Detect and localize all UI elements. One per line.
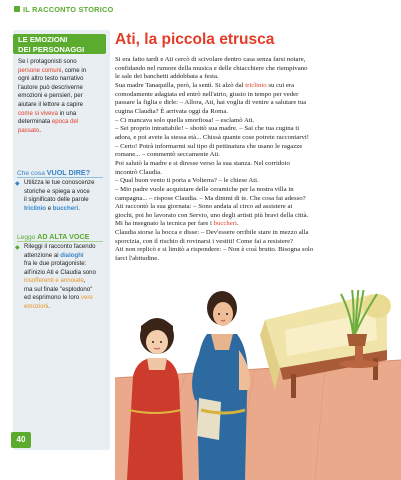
text-line <box>115 255 391 264</box>
sidebar-block2-rule <box>17 241 103 242</box>
text-line <box>115 246 391 255</box>
text-line <box>24 188 106 197</box>
text-line <box>18 84 106 93</box>
highlighted-word: buccheri <box>213 220 237 228</box>
text-line <box>115 91 391 100</box>
highlighted-word: passato <box>18 126 40 134</box>
text-run: Ati raccontò la sua giornata: – Sono andata al circo ad assistere ai <box>115 203 293 211</box>
text-run: – Certo! Potrà informarmi sul tipo di pettinatura che usano le ragazze <box>115 142 303 150</box>
girl-figure <box>127 318 183 480</box>
text-line <box>24 286 106 295</box>
text-line <box>18 75 106 84</box>
highlighted-word: triclinio <box>24 204 47 212</box>
text-run: Sua madre Tanaquilla, però, la sentì. Si alzò dal <box>115 81 246 89</box>
text-run: all'inizio Ati e Claudia sono <box>24 268 96 276</box>
text-run: fra le due protagoniste: <box>24 260 87 267</box>
text-run: confidando nel rumore della musica e delle chiacchiere che riempivano <box>115 64 308 72</box>
text-run: Ati non replicò e si limitò a rispondere: – Non è così brutto. Bisogna solo <box>115 246 314 254</box>
story-text <box>115 56 391 264</box>
text-line <box>24 196 106 205</box>
text-line <box>24 252 106 261</box>
text-run: adora, e poi avete la stessa età... Chissà quante cose potrete raccontarvi! <box>115 133 309 141</box>
sidebar-block2-title <box>17 232 89 241</box>
highlighted-word: buccheri <box>52 204 79 212</box>
text-run: incontrò Claudia. <box>115 168 162 176</box>
text-run: Mi ha insegnato la tecnica per fare i <box>115 220 214 228</box>
highlighted-word: dialoghi <box>60 251 84 259</box>
text-line <box>115 143 391 152</box>
highlighted-word: epoca del <box>51 118 79 126</box>
text-run: farci l'abitudine. <box>115 255 159 263</box>
text-run: in una <box>57 109 77 117</box>
text-line <box>115 177 391 186</box>
text-run: Poi salutò la madre e si diresse verso la sua stanza. Nel corridoio <box>115 159 290 167</box>
highlighted-word: insofferenti e annoiate <box>24 277 84 284</box>
text-line <box>24 269 106 278</box>
text-run: , come in <box>61 66 87 74</box>
text-run: determinata <box>18 118 52 126</box>
text-line <box>18 67 106 76</box>
text-run: su cui era <box>266 81 295 89</box>
text-run: cugina Claudia? È arrivata oggi da Roma. <box>115 107 229 115</box>
text-run: Se i protagonisti sono <box>18 58 77 65</box>
sidebar-title-line2: DEI PERSONAGGI <box>18 44 85 54</box>
block1-title-pre: Che cosa <box>17 170 47 177</box>
block1-title-bold: VUOL DIRE? <box>46 168 91 177</box>
text-run: l'autore può descriverne <box>18 83 83 91</box>
text-run: giochi, poi ho lavorato con Servio, uno degli artisti più bravi della città. <box>115 211 309 219</box>
text-line <box>115 56 391 65</box>
block1-arrow-icon: ◆ <box>15 181 20 187</box>
text-line <box>115 82 391 91</box>
text-run: romane... – commentò seccamente Ati. <box>115 151 220 159</box>
text-line <box>24 277 106 286</box>
section-label <box>14 5 113 14</box>
text-line <box>18 118 106 127</box>
text-run: il significato delle parole <box>24 196 89 203</box>
text-line <box>115 229 391 238</box>
text-line <box>115 186 391 195</box>
text-line <box>115 65 391 74</box>
block2-title-bold: AD ALTA VOCE <box>37 232 90 241</box>
text-run: e <box>46 204 53 212</box>
text-line <box>18 127 106 136</box>
sidebar-title <box>18 35 108 54</box>
highlighted-word: persone comuni <box>18 66 62 74</box>
text-run: emozioni e pensieri, per <box>18 92 83 100</box>
text-run: le sale dei banchetti addobbata a festa. <box>115 73 219 81</box>
text-line <box>115 134 391 143</box>
section-bullet-icon <box>14 6 20 12</box>
woman-figure <box>192 291 250 480</box>
text-line <box>24 294 106 303</box>
illustration <box>115 290 401 480</box>
block2-arrow-icon: ◆ <box>15 245 20 251</box>
text-run: ogni altro testo narrativo <box>18 75 84 83</box>
text-line <box>24 303 106 312</box>
text-line <box>115 195 391 204</box>
text-run: – Sei proprio intrattabile! – sbottò sua madre. – Sai che tua cugina ti <box>115 125 300 133</box>
text-run: Rileggi il racconto facendo <box>24 243 96 250</box>
text-run: storiche e spiega a voce <box>24 187 90 195</box>
story-title: Ati, la piccola etrusca <box>115 31 275 48</box>
sidebar-title-line1: LE EMOZIONI <box>18 35 68 44</box>
text-line <box>18 92 106 101</box>
text-line <box>115 73 391 82</box>
text-line <box>115 169 391 178</box>
text-run: Si era fatto tardi e Ati cercò di scivolare dentro casa senza farsi notare, <box>115 56 306 63</box>
text-line <box>115 212 391 221</box>
text-run: . <box>236 220 239 228</box>
text-run: . <box>78 204 80 212</box>
text-line <box>24 243 106 252</box>
text-line <box>24 260 106 269</box>
page-number: 40 <box>11 432 31 448</box>
text-line <box>115 108 391 117</box>
sidebar-block1-title <box>17 168 90 177</box>
text-line <box>24 205 106 214</box>
text-line <box>18 58 106 67</box>
section-label-text: IL RACCONTO STORICO <box>23 5 114 14</box>
text-line <box>115 220 391 229</box>
sidebar-intro <box>18 58 106 135</box>
text-run: . <box>39 126 42 134</box>
text-line <box>24 179 106 188</box>
highlighted-word: come si viveva <box>18 109 58 117</box>
highlighted-word: vere <box>80 294 93 301</box>
text-run: , <box>83 277 86 284</box>
text-run: Claudia storse la bocca e disse: – Dev'essere orribile stare in mezzo alla <box>115 229 309 237</box>
text-line <box>115 160 391 169</box>
text-run: attenzione ai <box>24 251 61 259</box>
text-line <box>115 238 391 247</box>
text-line <box>115 125 391 134</box>
text-run: aiutare il lettore a capire <box>18 100 84 108</box>
sidebar-block1-rule <box>17 177 103 178</box>
text-run: comodamente adagiata ed entrò nell'atrio, giusto in tempo per veder <box>115 90 299 98</box>
text-run: ed esprimono le loro <box>24 294 81 301</box>
text-run: Utilizza le tue conoscenze <box>24 179 95 186</box>
text-run: sporcizia, con il rischio di rovinarsi i vestiti! Come fai a resistere? <box>115 237 294 245</box>
text-run: – Mio padre vuole acquistare delle ceramiche per la nostra villa in <box>115 185 294 193</box>
text-run: . <box>48 302 51 310</box>
text-line <box>115 117 391 126</box>
sidebar-block1-text <box>24 179 106 213</box>
text-line <box>18 110 106 119</box>
text-run: campagna... – rispose Claudia. – Ma dimmi di te. Che cosa fai adesso? <box>115 194 306 202</box>
text-run: passare la figlia e dirle: – Allora, Ati, hai voglia di venire a salutare tua <box>115 99 307 107</box>
block2-title-pre: Leggo <box>17 234 38 241</box>
text-run: – Ci mancava solo quella smorfiosa! – esclamò Ati. <box>115 116 255 124</box>
text-line <box>115 203 391 212</box>
text-run: ma sul finale "esplodono" <box>24 285 93 293</box>
text-line <box>115 99 391 108</box>
text-run: – Qual buon vento ti porta a Volterra? – le chiese Ati. <box>115 177 259 185</box>
text-line <box>115 151 391 160</box>
sidebar-block2-text <box>24 243 106 311</box>
highlighted-word: triclinio <box>245 81 267 89</box>
text-line <box>18 101 106 110</box>
highlighted-word: emozioni <box>24 302 49 310</box>
